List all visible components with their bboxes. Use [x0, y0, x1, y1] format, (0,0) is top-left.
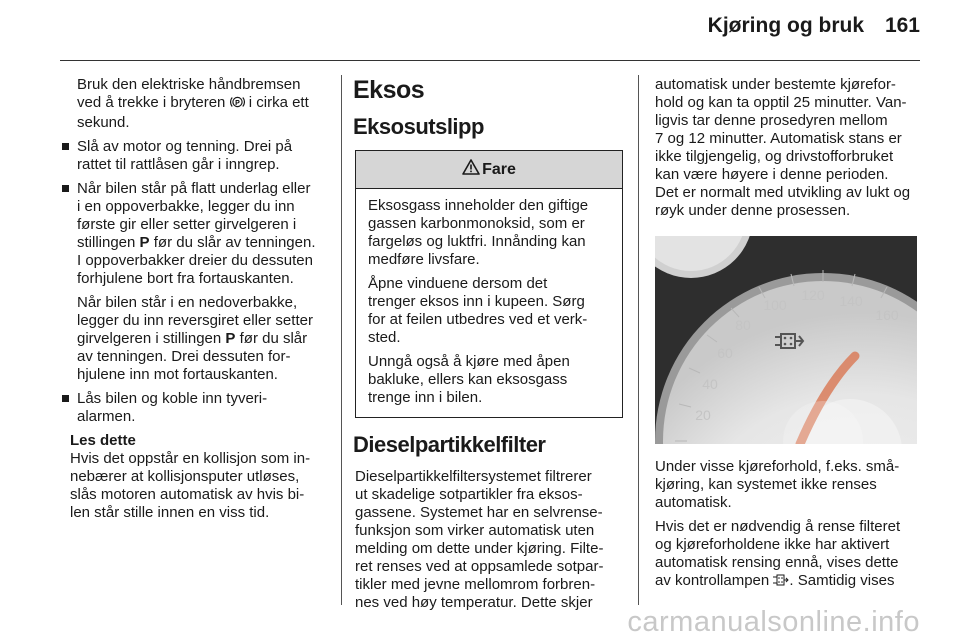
- column-divider-left: [341, 75, 342, 605]
- warning-paragraph: Unngå også å kjøre med åpen bakluke, ellers kan eksosgass trenge inn i bilen.: [368, 353, 570, 406]
- list-item: Når bilen står på flatt underlag eller i en oppoverbakke, legger du inn første gir eller setter girvelgeren i stillingen P før du slår av tenningen. I oppoverbakker dreier du dessuten forhjulene bort fra fortauskanten.: [62, 180, 324, 288]
- gauge-tick-label: 60: [717, 345, 733, 361]
- bullet-square-icon: [62, 395, 69, 402]
- body-paragraph: Under visse kjøreforhold, f.eks. små- kjøring, kan systemet ikke renses automatisk.: [655, 458, 900, 511]
- continued-paragraph: Når bilen står i en nedoverbakke, legger du inn reversgiret eller setter girvelgeren i stillingen P før du slår av tenningen. Drei dessuten for- hjulene inn mot fortauskanten.: [77, 294, 313, 383]
- warning-triangle-icon: [462, 159, 480, 180]
- warning-paragraph: Eksosgass inneholder den giftige gassen karbonmonoksid, som er fargeløs og luktfri. Innånding kan medføre livsfare.: [368, 197, 589, 268]
- gauge-tick-label: 160: [875, 307, 899, 323]
- column-divider-right: [638, 75, 639, 605]
- list-item: Slå av motor og tenning. Drei på rattet til rattlåsen går i inngrep.: [62, 138, 324, 174]
- intro-paragraph: Bruk den elektriske håndbremsen ved å trekke i bryteren P i cirka ett sekund.: [77, 76, 309, 131]
- warning-label: Fare: [482, 160, 516, 178]
- body-paragraph: Dieselpartikkelfiltersystemet filtrerer ut skadelige sotpartikler fra eksos- gassene. Systemet har en selvrense- funksjon som virker automatisk uten melding om dette under kjøring. Filte- ret renses ved at oppsamlede sotpar- tikler med jevne mellomrom forbren- nes ved høy temperatur. Dette skjer: [355, 468, 604, 611]
- body-paragraph: Hvis det er nødvendig å rense filteret og kjøreforholdene ikke har aktivert automatisk rensing ennå, vises dette av kontrollampen . Samtidig vises: [655, 518, 920, 592]
- note-title: Les dette: [70, 432, 136, 449]
- warning-paragraph: Åpne vinduene dersom det trenger eksos inn i kupeen. Sørg for at feilen utbedres ved et verk- sted.: [368, 275, 588, 346]
- bullet-square-icon: [62, 143, 69, 150]
- subsection-heading: Eksosutslipp: [353, 114, 484, 139]
- diesel-filter-indicator-icon: [773, 573, 789, 592]
- warning-body: [356, 189, 622, 417]
- gauge-tick-label: 100: [763, 297, 787, 313]
- warning-box: [355, 150, 623, 418]
- gauge-tick-label: 80: [735, 317, 751, 333]
- gauge-tick-label: 140: [839, 293, 863, 309]
- column-right: [655, 76, 920, 598]
- header-rule: [60, 60, 920, 61]
- note-body: Hvis det oppstår en kollisjon som in- nebærer at kollisjonsputer utløses, slås motoren automatisk av hvis bi- len står stille innen en viss tid.: [70, 450, 311, 521]
- column-left: [62, 76, 324, 522]
- bullet-square-icon: [62, 185, 69, 192]
- gauge-tick-label: 40: [702, 376, 718, 392]
- speedometer-photo: [655, 236, 917, 444]
- parking-brake-icon: [230, 95, 245, 114]
- body-paragraph: automatisk under bestemte kjørefor- hold og kan ta opptil 25 minutter. Van- ligvis tar denne prosedyren mellom 7 og 12 minutter. Automatisk stans er ikke tilgjengelig, og drivstofforbruket kan være høyere i denne perioden. Det er normalt med utvikling av lukt og røyk under denne prosessen.: [655, 76, 911, 219]
- list-item: Lås bilen og koble inn tyveri- alarmen.: [62, 390, 324, 426]
- gauge-tick-label: 20: [695, 407, 711, 423]
- gauge-tick-label: 120: [801, 287, 825, 303]
- header-title: Kjøring og bruk: [707, 14, 864, 37]
- watermark: carmanualsonline.info: [627, 606, 920, 638]
- svg-text:P: P: [234, 100, 240, 107]
- subsection-heading: Dieselpartikkelfilter: [353, 432, 546, 457]
- column-middle: [355, 76, 623, 618]
- page-number: 161: [884, 14, 920, 37]
- section-heading: Eksos: [353, 76, 425, 104]
- warning-header: [356, 151, 622, 189]
